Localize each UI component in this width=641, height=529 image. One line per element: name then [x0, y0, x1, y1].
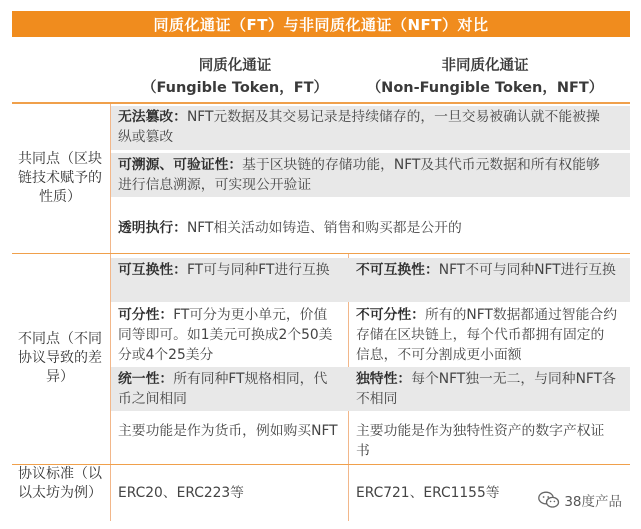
- section-protocol-label: 协议标准（以以太坊为例）: [18, 466, 102, 501]
- protocol-ft: ERC20、ERC223等: [118, 485, 244, 501]
- diff-row-2-ft-term: 可分性：: [118, 307, 174, 323]
- diff-row-1-ft-text: FT可与同种FT进行互换: [186, 262, 330, 278]
- diff-row-4-nft-text: 主要功能是作为独特性资产的数字产权证书: [356, 423, 605, 459]
- section-protocol-column-divider: [348, 465, 349, 521]
- section-common-bottom-divider: [12, 253, 630, 254]
- header-nft: [352, 53, 618, 101]
- diff-row-2-nft: [356, 305, 618, 365]
- common-row-2-text: 基于区块链的存储功能，NFT及其代币元数据和所有权能够进行信息溯源，可实现公开验证: [118, 157, 600, 193]
- header-ft: [114, 53, 356, 101]
- header-ft-name: 同质化通证: [198, 58, 272, 74]
- diff-row-1-nft-text: NFT不可与同种NFT进行互换: [438, 262, 616, 278]
- watermark: [535, 489, 625, 511]
- section-common-label: 共同点（区块链技术赋予的性质）: [18, 151, 102, 205]
- wechat-icon: [538, 491, 560, 509]
- diff-row-3-ft-term: 统一性：: [118, 371, 174, 387]
- section-diff-label: 不同点（不同协议导致的差异）: [18, 331, 102, 385]
- header-divider: [12, 102, 630, 104]
- header-ft-en: （Fungible Token，FT）: [141, 80, 329, 96]
- diff-row-2-ft: [118, 305, 340, 365]
- diff-row-3-nft-term: 独特性：: [356, 371, 412, 387]
- diff-row-3-nft-text: 每个NFT独一无二，与同种NFT各不相同: [356, 371, 616, 407]
- common-row-2: [118, 155, 612, 195]
- header-nft-en: （Non-Fungible Token，NFT）: [366, 80, 604, 96]
- section-protocol-divider: [110, 465, 111, 521]
- diff-row-4-nft: [356, 421, 618, 461]
- diff-row-2-nft-term: 不可分性：: [356, 307, 425, 323]
- diff-row-4-ft: [118, 421, 340, 441]
- diff-row-1-ft: [118, 260, 340, 280]
- common-row-3-text: NFT相关活动如铸造、销售和购买都是公开的: [186, 220, 462, 236]
- diff-row-3-ft: [118, 369, 340, 409]
- protocol-nft: ERC721、ERC1155等: [356, 485, 500, 501]
- common-row-1: [118, 107, 612, 147]
- diff-row-4-ft-text: 主要功能是作为货币，例如购买NFT: [118, 423, 338, 439]
- diff-row-3-nft: [356, 369, 618, 409]
- common-row-3: [118, 218, 612, 238]
- diff-row-1-ft-term: 可互换性：: [118, 262, 187, 278]
- common-row-1-term: 无法篡改：: [118, 109, 187, 125]
- table-title: 同质化通证（FT）与非同质化通证（NFT）对比: [12, 11, 630, 37]
- diff-row-3-ft-text: 所有同种FT规格相同，代币之间相同: [118, 371, 328, 407]
- header-nft-name: 非同质化通证: [441, 58, 529, 74]
- common-row-2-term: 可溯源、可验证性：: [118, 157, 243, 173]
- diff-row-1-nft: [356, 260, 618, 280]
- common-row-3-term: 透明执行：: [118, 220, 187, 236]
- watermark-text: 38度产品: [564, 494, 622, 510]
- diff-row-1-nft-term: 不可互换性：: [356, 262, 439, 278]
- diff-row-2-nft-text: 所有的NFT数据都通过智能合约存储在区块链上，每个代币都拥有固定的信息，不可分割成更小面额: [356, 307, 617, 363]
- diff-row-2-ft-text: FT可分为更小单元，价值同等即可。如1美元可换成2个50美分或4个25美分: [118, 307, 333, 363]
- common-row-1-text: NFT元数据及其交易记录是持续储存的，一旦交易被确认就不能被操纵或篡改: [118, 109, 600, 145]
